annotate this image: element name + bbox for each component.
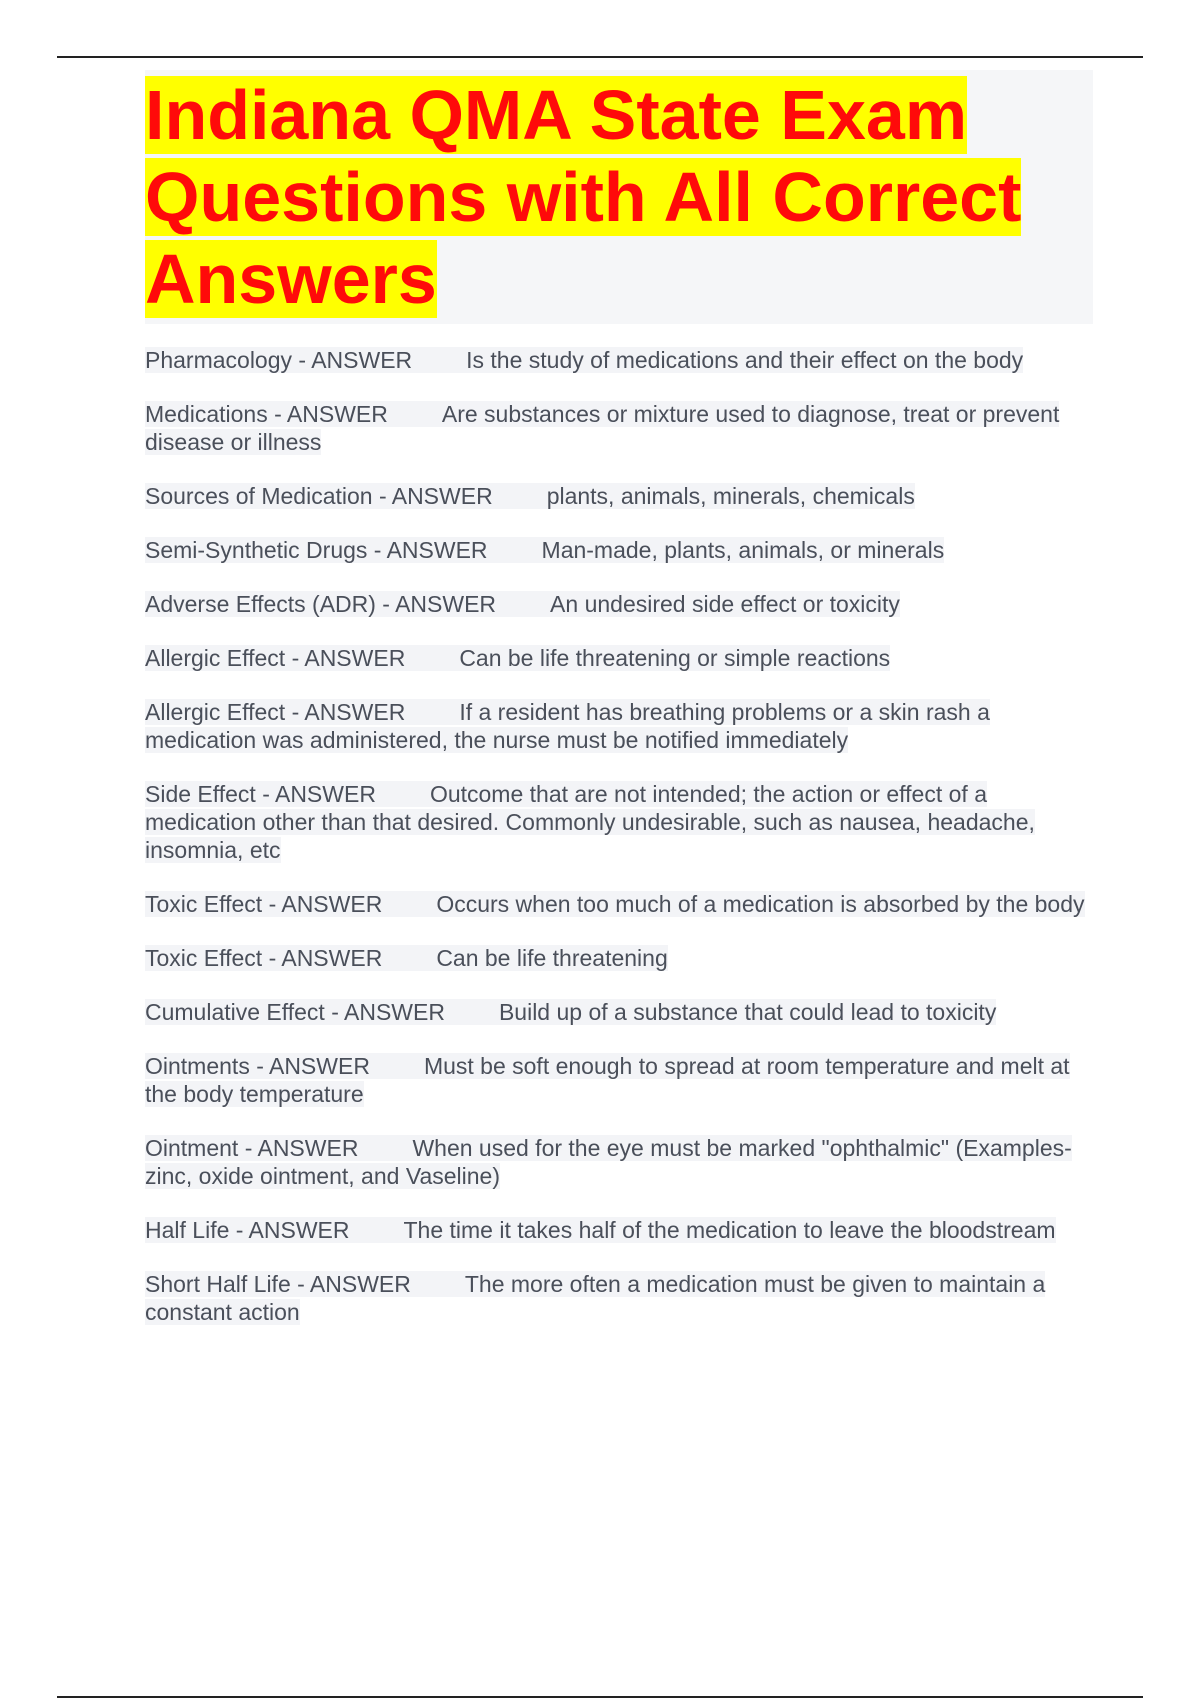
qa-item bbox=[145, 1052, 1090, 1108]
qa-item bbox=[145, 536, 1090, 564]
qa-term: Toxic Effect - ANSWER bbox=[145, 945, 383, 971]
top-rule bbox=[57, 56, 1143, 58]
qa-item bbox=[145, 890, 1090, 918]
title-block bbox=[145, 70, 1093, 324]
qa-term: Ointments - ANSWER bbox=[145, 1053, 370, 1079]
qa-item bbox=[145, 346, 1090, 374]
qa-term: Adverse Effects (ADR) - ANSWER bbox=[145, 591, 497, 617]
qa-item bbox=[145, 944, 1090, 972]
qa-item bbox=[145, 590, 1090, 618]
qa-list bbox=[145, 346, 1093, 1326]
qa-answer: Must be soft enough to spread at room temperature and melt at the body temperature bbox=[145, 1053, 1070, 1107]
qa-answer: Man-made, plants, animals, or minerals bbox=[541, 537, 945, 563]
qa-term: Half Life - ANSWER bbox=[145, 1217, 350, 1243]
qa-term: Semi-Synthetic Drugs - ANSWER bbox=[145, 537, 488, 563]
qa-item bbox=[145, 1216, 1090, 1244]
qa-term: Toxic Effect - ANSWER bbox=[145, 891, 383, 917]
qa-answer: Can be life threatening or simple reactions bbox=[459, 645, 891, 671]
document-page bbox=[145, 70, 1093, 1352]
qa-answer: Outcome that are not intended; the action or effect of a medication other than that desired. Commonly undesirable, such as nausea, headache, insomnia, etc bbox=[145, 781, 1035, 863]
qa-answer: An undesired side effect or toxicity bbox=[550, 591, 900, 617]
qa-item bbox=[145, 780, 1090, 864]
qa-term: Cumulative Effect - ANSWER bbox=[145, 999, 445, 1025]
qa-item bbox=[145, 644, 1090, 672]
qa-answer: Build up of a substance that could lead to toxicity bbox=[498, 999, 997, 1025]
qa-term: Medications - ANSWER bbox=[145, 401, 388, 427]
qa-answer: Is the study of medications and their effect on the body bbox=[466, 347, 1024, 373]
qa-answer: Occurs when too much of a medication is absorbed by the body bbox=[436, 891, 1085, 917]
qa-answer: When used for the eye must be marked "ophthalmic" (Examples- zinc, oxide ointment, and Vaseline) bbox=[145, 1135, 1072, 1189]
qa-term: Ointment - ANSWER bbox=[145, 1135, 359, 1161]
qa-term: Pharmacology - ANSWER bbox=[145, 347, 413, 373]
qa-term: Allergic Effect - ANSWER bbox=[145, 645, 406, 671]
qa-answer: The more often a medication must be given to maintain a constant action bbox=[145, 1271, 1046, 1325]
qa-answer: plants, animals, minerals, chemicals bbox=[546, 483, 915, 509]
qa-term: Side Effect - ANSWER bbox=[145, 781, 376, 807]
qa-answer: If a resident has breathing problems or a skin rash a medication was administered, the nurse must be notified immediately bbox=[145, 699, 990, 753]
qa-item bbox=[145, 400, 1090, 456]
qa-item bbox=[145, 482, 1090, 510]
qa-term: Allergic Effect - ANSWER bbox=[145, 699, 406, 725]
qa-item bbox=[145, 1270, 1090, 1326]
qa-item bbox=[145, 698, 1090, 754]
document-title: Indiana QMA State Exam Questions with All Correct Answers bbox=[145, 76, 1022, 318]
qa-answer: Are substances or mixture used to diagnose, treat or prevent disease or illness bbox=[145, 401, 1060, 455]
qa-term: Short Half Life - ANSWER bbox=[145, 1271, 411, 1297]
qa-item bbox=[145, 998, 1090, 1026]
qa-answer: Can be life threatening bbox=[436, 945, 668, 971]
qa-term: Sources of Medication - ANSWER bbox=[145, 483, 493, 509]
bottom-rule bbox=[57, 1696, 1143, 1698]
qa-answer: The time it takes half of the medication to leave the bloodstream bbox=[403, 1217, 1056, 1243]
qa-item bbox=[145, 1134, 1090, 1190]
